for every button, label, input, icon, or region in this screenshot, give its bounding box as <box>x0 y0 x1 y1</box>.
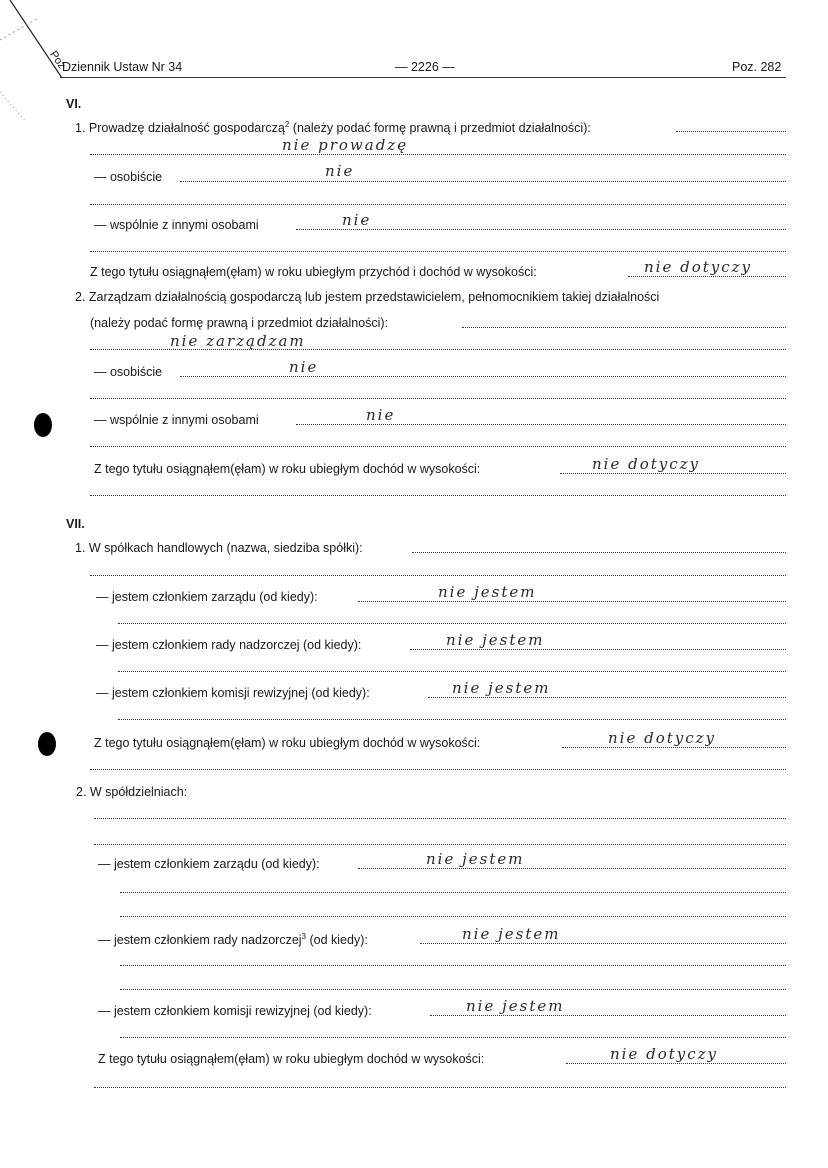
vii-q1-rada-line2 <box>118 670 786 672</box>
vii-q2-rada-line3 <box>120 988 786 990</box>
vii-q1-income-line2 <box>90 768 786 770</box>
vii-q2-label: 2. W spółdzielniach: <box>76 785 188 799</box>
vii-q1-income-answer: nie dotyczy <box>608 729 717 747</box>
vii-q1-zarzad-line2 <box>118 622 786 624</box>
vii-q2-rada-label: — jestem członkiem rady nadzorczej$^3$ (od kiedy): <box>98 932 368 948</box>
vii-q1-komisja-line2 <box>118 718 786 720</box>
corner-stamp: Poz <box>47 48 68 72</box>
vi-q2-osobiscie-line2 <box>90 397 786 399</box>
vii-q1-label: 1. W spółkach handlowych (nazwa, siedziba spółki): <box>75 541 363 555</box>
vi-q1-label: 1. Prowadzę działalność gospodarczą$^2$ (należy podać formę prawną i przedmiot działalności): <box>75 120 591 136</box>
header-position: Poz. 282 <box>732 60 782 74</box>
section-vii-title: VII. <box>66 517 85 531</box>
vi-q2-income-answer: nie dotyczy <box>592 455 701 473</box>
vii-q2-income-answer: nie dotyczy <box>610 1045 719 1063</box>
vi-q1-osobiscie-label: — osobiście <box>94 170 163 184</box>
vii-q1-zarzad-answer: nie jestem <box>438 583 537 601</box>
vi-q2-answer: nie zarządzam <box>170 332 306 350</box>
vii-q2-zarzad-answer: nie jestem <box>426 850 525 868</box>
vii-q2-income-line2 <box>94 1086 786 1088</box>
vii-q2-line-b <box>94 843 786 845</box>
vii-q1-line-b <box>90 574 786 576</box>
header-page-number: — 2226 — <box>395 60 455 74</box>
vii-q1-komisja-answer: nie jestem <box>452 679 551 697</box>
vi-q1-osobiscie-answer: nie <box>325 162 355 180</box>
vii-q1-rada-answer: nie jestem <box>446 631 545 649</box>
vi-q2-osobiscie-line <box>180 375 786 377</box>
vi-q2-osobiscie-answer: nie <box>289 358 319 376</box>
vi-q2-line-a <box>462 326 786 328</box>
vii-q2-zarzad-line <box>358 867 786 869</box>
vii-q2-income-label: Z tego tytułu osiągnąłem(ęłam) w roku ubiegłym dochód w wysokości: <box>98 1052 485 1066</box>
vi-q1-wspolnie-label: — wspólnie z innymi osobami <box>94 218 259 232</box>
vii-q2-komisja-label: — jestem członkiem komisji rewizyjnej (od kiedy): <box>98 1004 372 1018</box>
vii-q2-rada-line2 <box>120 964 786 966</box>
vi-q1-osobiscie-line2 <box>90 203 786 205</box>
vii-q1-rada-label: — jestem członkiem rady nadzorczej (od kiedy): <box>96 638 362 652</box>
vii-q2-komisja-line2 <box>120 1036 786 1038</box>
vi-q1-income-answer: nie dotyczy <box>644 258 753 276</box>
vi-q1-income-label: Z tego tytułu osiągnąłem(ęłam) w roku ubiegłym przychód i dochód w wysokości: <box>90 265 537 279</box>
vi-q2-wspolnie-label: — wspólnie z innymi osobami <box>94 413 259 427</box>
vi-q1-line-a <box>676 130 786 132</box>
vii-q1-komisja-label: — jestem członkiem komisji rewizyjnej (od kiedy): <box>96 686 370 700</box>
punch-hole-top <box>34 413 52 437</box>
vii-q1-zarzad-line <box>358 600 786 602</box>
header-journal: Dziennik Ustaw Nr 34 <box>62 60 183 74</box>
header-rule <box>60 77 786 78</box>
vii-q1-zarzad-label: — jestem członkiem zarządu (od kiedy): <box>96 590 318 604</box>
vii-q1-line-a <box>412 551 786 553</box>
vi-q1-wspolnie-answer: nie <box>342 211 372 229</box>
vi-q2-label-line2: (należy podać formę prawną i przedmiot działalności): <box>90 316 389 330</box>
vii-q2-komisja-answer: nie jestem <box>466 997 565 1015</box>
vi-q2-wspolnie-answer: nie <box>366 406 396 424</box>
vii-q2-zarzad-label: — jestem członkiem zarządu (od kiedy): <box>98 857 320 871</box>
vi-q2-income-line2 <box>90 494 786 496</box>
vi-q2-label-line1: 2. Zarządzam działalnością gospodarczą lub jestem przedstawicielem, pełnomocnikiem takiej działalności <box>75 290 660 304</box>
section-vi-title: VI. <box>66 97 82 111</box>
vi-q1-line-b <box>90 153 786 155</box>
vii-q2-zarzad-line2 <box>120 891 786 893</box>
vii-q2-zarzad-line3 <box>120 915 786 917</box>
vi-q2-wspolnie-line2 <box>90 445 786 447</box>
vii-q2-line-a <box>94 817 786 819</box>
vii-q2-rada-answer: nie jestem <box>462 925 561 943</box>
vi-q2-osobiscie-label: — osobiście <box>94 365 163 379</box>
vi-q1-answer: nie prowadzę <box>282 136 409 154</box>
vi-q1-osobiscie-line <box>180 180 786 182</box>
vi-q2-income-label: Z tego tytułu osiągnąłem(ęłam) w roku ubiegłym dochód w wysokości: <box>94 462 481 476</box>
vii-q1-income-label: Z tego tytułu osiągnąłem(ęłam) w roku ubiegłym dochód w wysokości: <box>94 736 481 750</box>
punch-hole-bottom <box>38 732 56 756</box>
vi-q1-wspolnie-line2 <box>90 250 786 252</box>
